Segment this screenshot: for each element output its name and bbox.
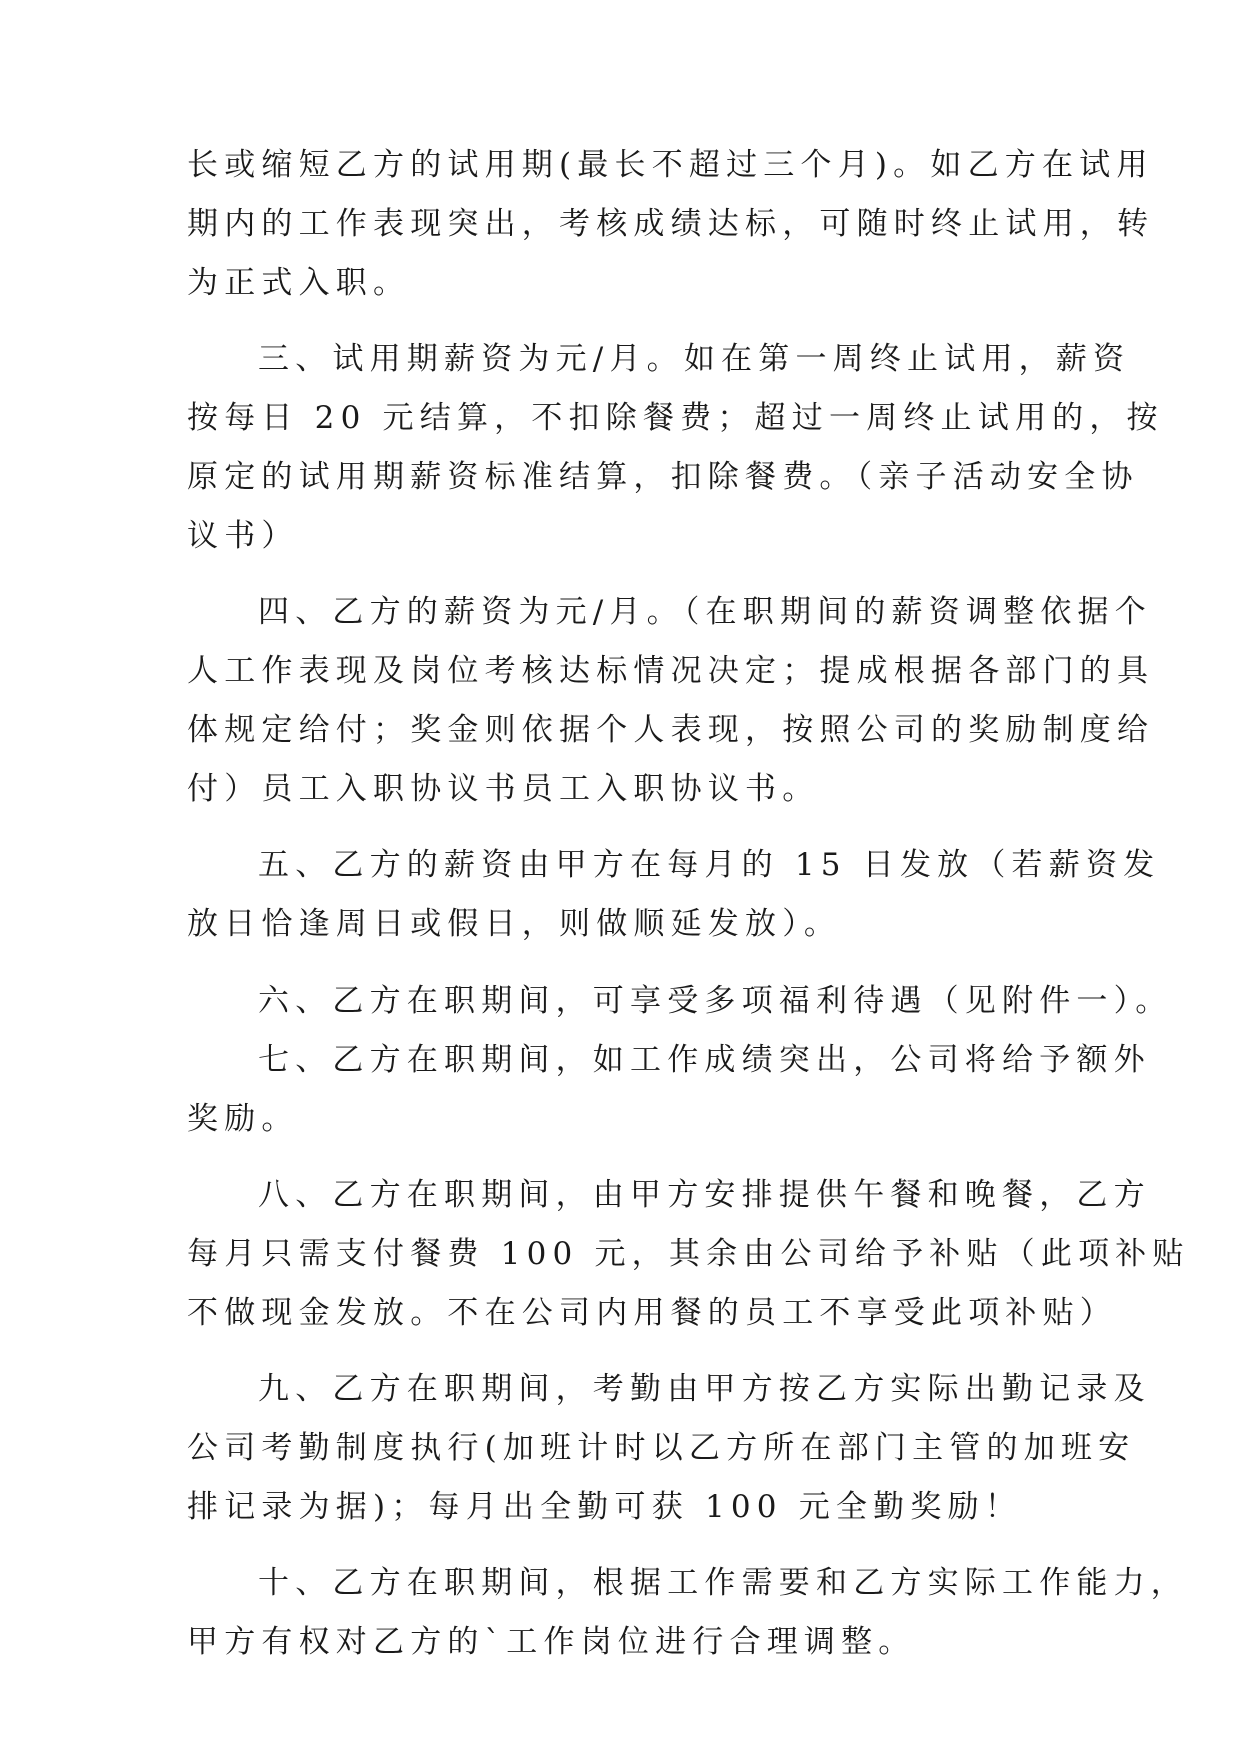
text-line: 奖励。: [187, 1101, 299, 1137]
text-line: 七、乙方在职期间，如工作成绩突出，公司将给予额外: [258, 1042, 1151, 1078]
text-line: 排记录为据)；每月出全勤可获 100 元全勤奖励！: [187, 1489, 1022, 1525]
text-line: 按每日 20 元结算，不扣除餐费；超过一周终止试用的，按: [187, 400, 1164, 436]
text-line: 体规定给付；奖金则依据个人表现，按照公司的奖励制度给: [187, 712, 1155, 748]
text-line: 十、乙方在职期间，根据工作需要和乙方实际工作能力，: [258, 1565, 1188, 1601]
text-line: 三、试用期薪资为元/月。如在第一周终止试用，薪资: [258, 341, 1131, 377]
text-line: 期内的工作表现突出，考核成绩达标，可随时终止试用，转: [187, 206, 1155, 242]
text-line: 放日恰逢周日或假日，则做顺延发放）。: [187, 906, 842, 942]
text-line: 议书）: [187, 518, 299, 554]
text-line: 为正式入职。: [187, 265, 411, 301]
text-line: 九、乙方在职期间，考勤由甲方按乙方实际出勤记录及: [258, 1371, 1151, 1407]
text-line: 甲方有权对乙方的`工作岗位进行合理调整。: [187, 1624, 916, 1660]
text-line: 原定的试用期薪资标准结算，扣除餐费。（亲子活动安全协: [187, 459, 1139, 495]
text-line: 长或缩短乙方的试用期(最长不超过三个月)。如乙方在试用: [187, 147, 1154, 183]
text-line: 五、乙方的薪资由甲方在每月的 15 日发放（若薪资发: [258, 847, 1161, 883]
text-line: 四、乙方的薪资为元/月。（在职期间的薪资调整依据个: [258, 594, 1152, 630]
text-line: 八、乙方在职期间，由甲方安排提供午餐和晚餐，乙方: [258, 1177, 1151, 1213]
text-line: 付）员工入职协议书员工入职协议书。: [187, 771, 820, 807]
text-line: 每月只需支付餐费 100 元，其余由公司给予补贴（此项补贴: [187, 1236, 1190, 1272]
text-line: 公司考勤制度执行(加班计时以乙方所在部门主管的加班安: [187, 1430, 1136, 1466]
text-line: 六、乙方在职期间，可享受多项福利待遇（见附件一）。: [258, 983, 1173, 1019]
text-line: 人工作表现及岗位考核达标情况决定；提成根据各部门的具: [187, 653, 1155, 689]
text-line: 不做现金发放。不在公司内用餐的员工不享受此项补贴）: [187, 1295, 1117, 1331]
